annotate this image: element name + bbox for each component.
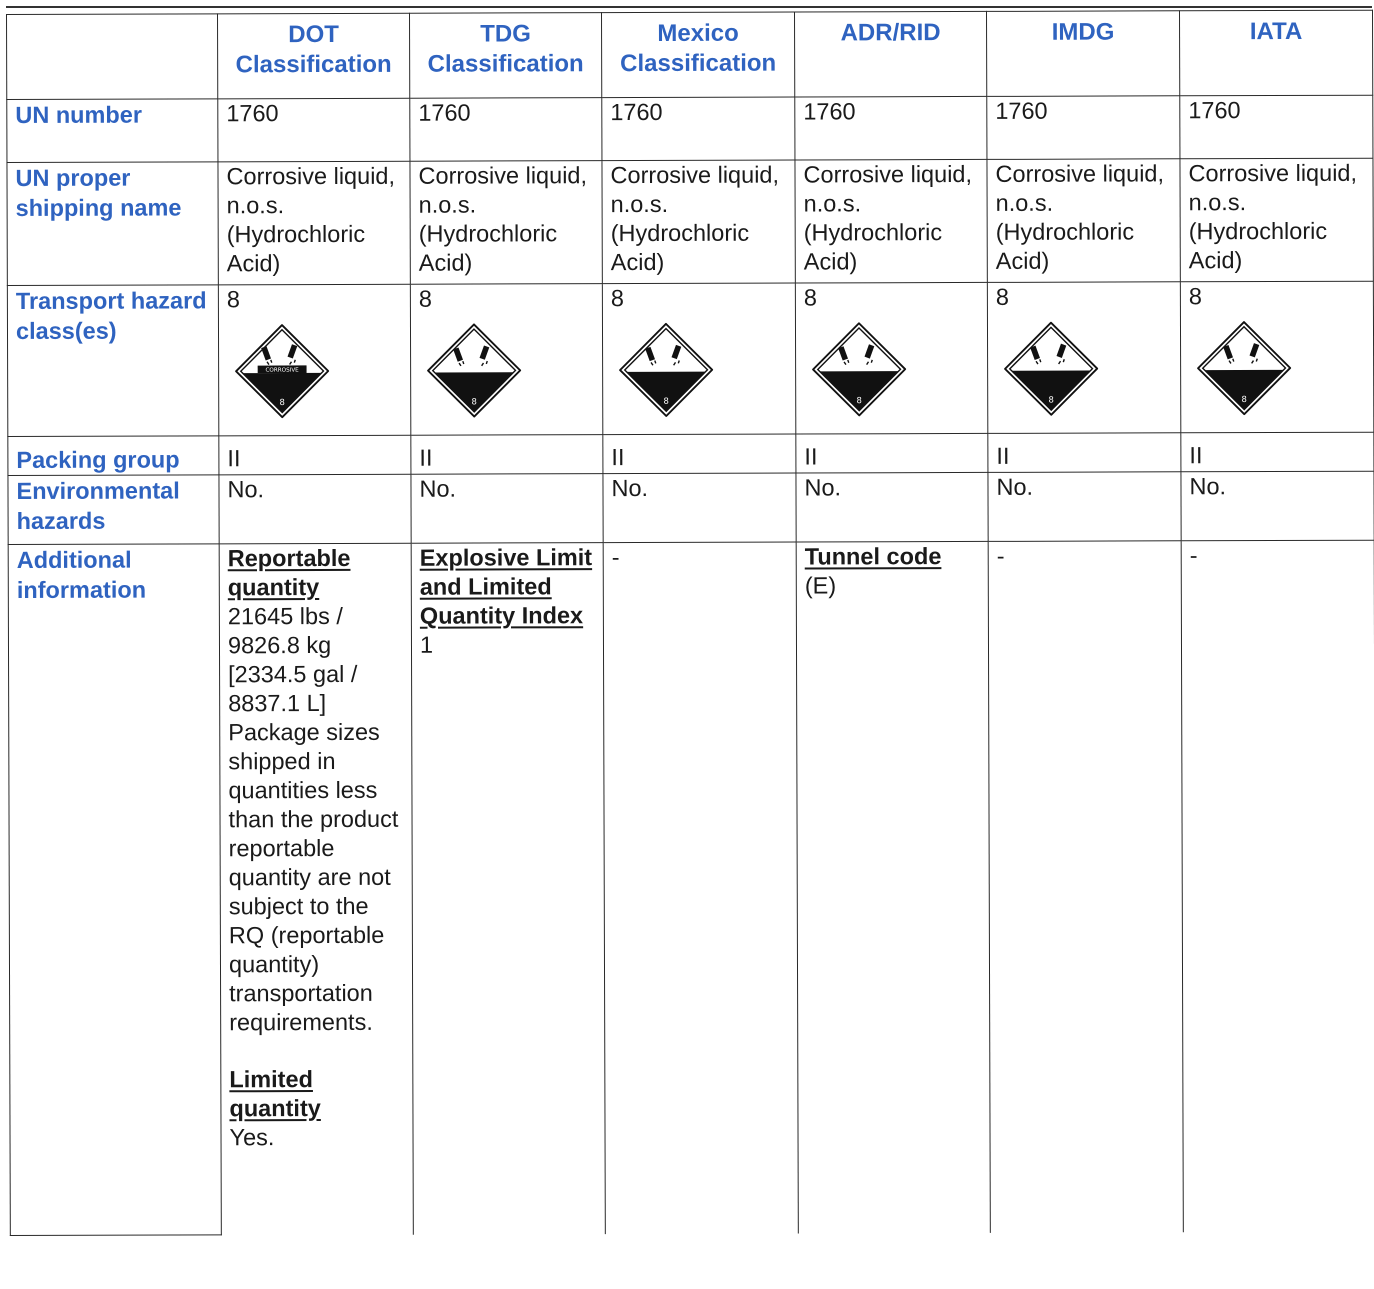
cell-un-number-tdg: 1760 — [410, 98, 602, 162]
corrosive-placard-icon — [427, 323, 521, 417]
row-label-hazard-class: Transport hazard class(es) — [7, 285, 218, 437]
cell-un-number-dot: 1760 — [218, 98, 410, 162]
corrosive-placard-icon — [619, 323, 713, 417]
cell-additional-tdg — [411, 543, 605, 1235]
placard-number: 8 — [279, 396, 285, 407]
hazard-class-value: 8 — [1188, 283, 1203, 310]
cell-shipping-name-tdg: Corrosive liquid, n.o.s. (Hydrochloric Acid) — [410, 161, 602, 285]
cell-un-number-imdg: 1760 — [987, 96, 1180, 160]
corrosive-placard-icon — [1004, 322, 1098, 416]
placard-number: 8 — [1241, 393, 1247, 404]
cell-packing-group-tdg: II — [411, 435, 603, 475]
cell-packing-group-imdg: II — [988, 433, 1181, 473]
corrosive-placard-icon — [812, 322, 906, 416]
reportable-quantity-heading: Reportable quantity — [227, 544, 351, 601]
tunnel-code-heading: Tunnel code — [804, 543, 942, 570]
header-row — [7, 10, 1373, 99]
row-un-number — [7, 95, 1373, 162]
col-header-imdg: IMDG — [986, 11, 1179, 97]
col-header-mexico: Mexico Classification — [601, 12, 794, 98]
row-hazard-class — [7, 281, 1373, 436]
placard-number: 8 — [1048, 394, 1054, 405]
cell-hazard-class-mexico — [602, 283, 795, 435]
cell-un-number-mexico: 1760 — [602, 97, 795, 161]
cell-un-number-iata: 1760 — [1180, 95, 1373, 159]
col-header-tdg: TDG Classification — [409, 13, 601, 99]
limited-quantity-value: Yes. — [229, 1124, 275, 1151]
cell-additional-imdg: - — [988, 541, 1183, 1233]
col-header-adr-rid: ADR/RID — [794, 11, 986, 97]
cell-shipping-name-mexico: Corrosive liquid, n.o.s. (Hydrochloric Acid) — [602, 160, 795, 284]
cell-env-hazards-imdg: No. — [988, 472, 1181, 542]
cell-additional-dot — [219, 543, 413, 1235]
cell-un-number-adr: 1760 — [795, 96, 987, 160]
transport-information-table — [6, 10, 1374, 1236]
row-label-environmental-hazards: Environmental hazards — [8, 475, 219, 545]
cell-env-hazards-adr: No. — [796, 472, 988, 542]
cell-env-hazards-mexico: No. — [603, 473, 796, 543]
cell-hazard-class-imdg — [987, 282, 1180, 434]
cell-shipping-name-dot: Corrosive liquid, n.o.s. (Hydrochloric Acid) — [218, 161, 410, 285]
cell-hazard-class-adr — [795, 282, 987, 434]
hazard-class-value: 8 — [610, 285, 625, 312]
cell-env-hazards-iata: No. — [1181, 471, 1374, 541]
spacer — [229, 1037, 404, 1066]
cell-shipping-name-imdg: Corrosive liquid, n.o.s. (Hydrochloric Acid) — [987, 159, 1180, 283]
explosive-limit-heading: Explosive Limit and Limited Quantity Index — [419, 544, 593, 629]
cell-env-hazards-dot: No. — [219, 474, 411, 544]
cell-packing-group-dot: II — [219, 435, 411, 475]
cell-additional-adr — [796, 541, 990, 1233]
hazard-class-value: 8 — [418, 285, 433, 312]
hazard-class-value: 8 — [803, 284, 818, 311]
cell-hazard-class-iata — [1180, 281, 1373, 433]
row-label-additional-information: Additional information — [8, 544, 221, 1236]
cell-shipping-name-adr: Corrosive liquid, n.o.s. (Hydrochloric Acid) — [795, 159, 987, 283]
cell-packing-group-adr: II — [796, 433, 988, 473]
row-proper-shipping-name — [7, 158, 1373, 285]
row-label-proper-shipping-name: UN proper shipping name — [7, 162, 218, 286]
explosive-limit-value: 1 — [419, 631, 434, 658]
hazard-class-value: 8 — [226, 286, 241, 313]
corner-cell — [7, 14, 218, 100]
row-label-packing-group: Packing group — [8, 436, 219, 476]
cell-additional-iata: - — [1181, 540, 1374, 1232]
cell-env-hazards-tdg: No. — [411, 474, 603, 544]
limited-quantity-heading: Limited quantity — [229, 1066, 321, 1122]
placard-text: CORROSIVE — [265, 367, 299, 374]
cell-hazard-class-dot — [218, 284, 410, 436]
placard-number: 8 — [663, 395, 669, 406]
col-header-dot: DOT Classification — [218, 13, 410, 99]
row-packing-group — [8, 432, 1374, 475]
hazard-class-value: 8 — [995, 283, 1010, 310]
corrosive-placard-icon — [235, 324, 329, 418]
cell-hazard-class-tdg — [410, 284, 602, 436]
cell-packing-group-iata: II — [1181, 432, 1374, 472]
corrosive-placard-icon — [1197, 321, 1291, 415]
reportable-quantity-text: 21645 lbs / 9826.8 kg [2334.5 gal / 8837.1 L] Package sizes shipped in quantities less than the product reportable quantity are not subject to the RQ (reportable quantity) transportation requirements. — [227, 602, 399, 1036]
placard-number: 8 — [856, 395, 862, 406]
top-rule — [6, 6, 1372, 8]
cell-packing-group-mexico: II — [603, 434, 796, 474]
col-header-iata: IATA — [1179, 10, 1372, 96]
placard-number: 8 — [471, 396, 477, 407]
row-label-un-number: UN number — [7, 99, 218, 163]
cell-shipping-name-iata: Corrosive liquid, n.o.s. (Hydrochloric Acid) — [1180, 158, 1373, 282]
row-environmental-hazards — [8, 471, 1374, 544]
cell-additional-mexico: - — [603, 542, 798, 1234]
row-additional-information — [8, 540, 1374, 1235]
tunnel-code-value: (E) — [804, 572, 837, 599]
